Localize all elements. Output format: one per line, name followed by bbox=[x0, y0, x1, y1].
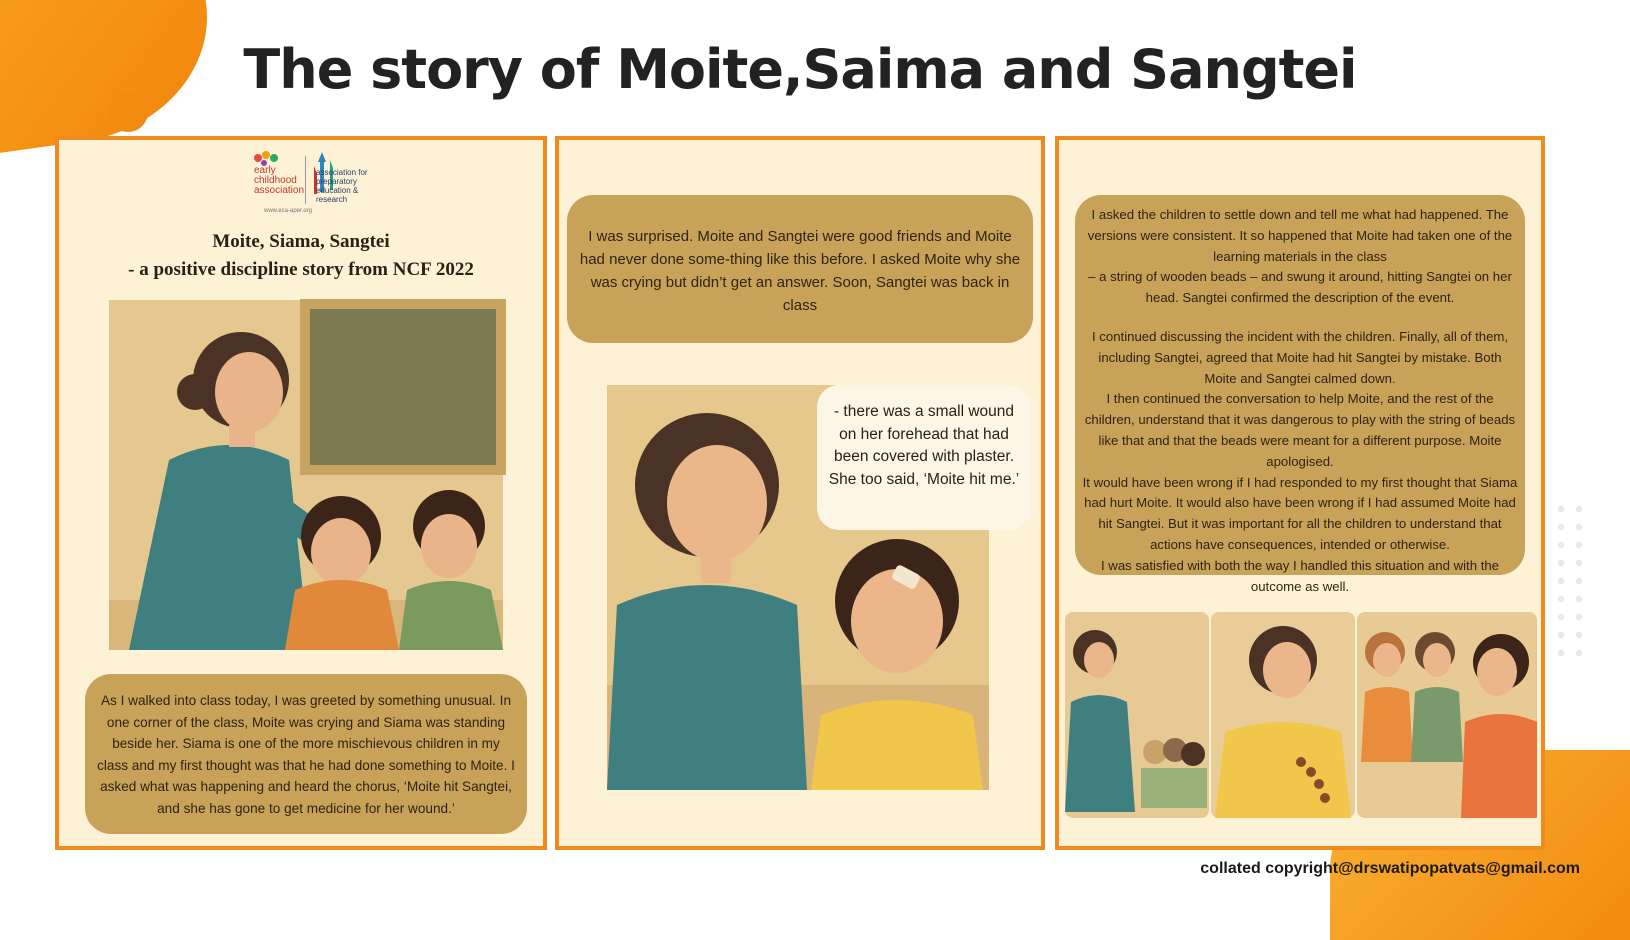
teacher-comforting-crying-child-icon bbox=[109, 300, 503, 650]
logo-left-text: early childhood association bbox=[254, 165, 305, 196]
panel3-story-text bbox=[1075, 195, 1525, 594]
teacher-and-girl-image bbox=[607, 385, 1020, 790]
panel1-story-text: As I walked into class today, I was greeted by something unusual. In one corner of the class, Moite was crying and Siama was standing beside her. Siama is one of the more mischievous children in my class and my first thought was that he had done something to Moite. I asked what was happening and heard the chorus, ‘Moite hit Sangtei, and she has gone to get medicine for her wound.’ bbox=[85, 674, 527, 834]
panel3-paragraph-4: I then continued the conversation to help Moite, and the rest of the children, understand that it was dangerous to play with the string of beads like that and that the beads were meant for a different purpose. Moite apologised. bbox=[1084, 391, 1516, 469]
comic-strip-three-frames-icon bbox=[1065, 612, 1537, 818]
panel1-heading-line1: Moite, Siama, Sangtei bbox=[212, 231, 390, 252]
panel3-paragraph-6: I was satisfied with both the way I handled this situation and with the outcome as well. bbox=[1100, 557, 1500, 594]
panel3-paragraph-5: It would have been wrong if I had responded to my first thought that Siama had hurt Moite. It would also have been wrong if I had assumed Moite had hit Sangtei. But it was important for all the children to understand that actions have consequences, intended or otherwise. bbox=[1082, 474, 1518, 552]
story-panel-2 bbox=[555, 136, 1045, 850]
copyright-footer: collated copyright@drswatipopatvats@gmail.com bbox=[1200, 860, 1580, 877]
comic-strip-image bbox=[1065, 612, 1537, 818]
story-panel-1 bbox=[55, 136, 547, 850]
teacher-comforting-child-image bbox=[109, 300, 503, 650]
eca-logo bbox=[244, 148, 384, 214]
panel1-heading-line2: - a positive discipline story from NCF 2022 bbox=[128, 259, 474, 280]
page-title: The story of Moite,Saima and Sangtei bbox=[243, 38, 1357, 101]
panel3-paragraph-2: – a string of wooden beads – and swung it around, hitting Sangtei on her head. Sangtei confirmed the description of the event. bbox=[1088, 269, 1512, 306]
logo-right-text: association for preparatory education & research bbox=[316, 168, 368, 204]
panel3-paragraph-3: I continued discussing the incident with the children. Finally, all of them, including Sangtei, agreed that Moite had hit Sangtei by mistake. Both Moite and Sangtei calmed down. bbox=[1091, 328, 1509, 386]
speech-bubble: - there was a small wound on her forehead that had been covered with plaster. She too said, ‘Moite hit me.’ bbox=[817, 385, 1031, 530]
logo-divider bbox=[305, 156, 306, 204]
story-panel-3 bbox=[1055, 136, 1545, 850]
panel3-paragraph-1: I asked the children to settle down and tell me what had happened. The versions were consistent. It so happened that Moite had taken one of the learning materials in the class bbox=[1087, 207, 1513, 264]
decorative-dot-grid bbox=[1552, 500, 1592, 660]
logo-url: www.eca-aper.org bbox=[264, 208, 313, 214]
panel1-heading bbox=[59, 228, 543, 284]
panel2-story-text: I was surprised. Moite and Sangtei were good friends and Moite had never done some-thing like this before. I asked Moite why she was crying but didn’t get an answer. Soon, Sangtei was back in class bbox=[567, 195, 1033, 343]
